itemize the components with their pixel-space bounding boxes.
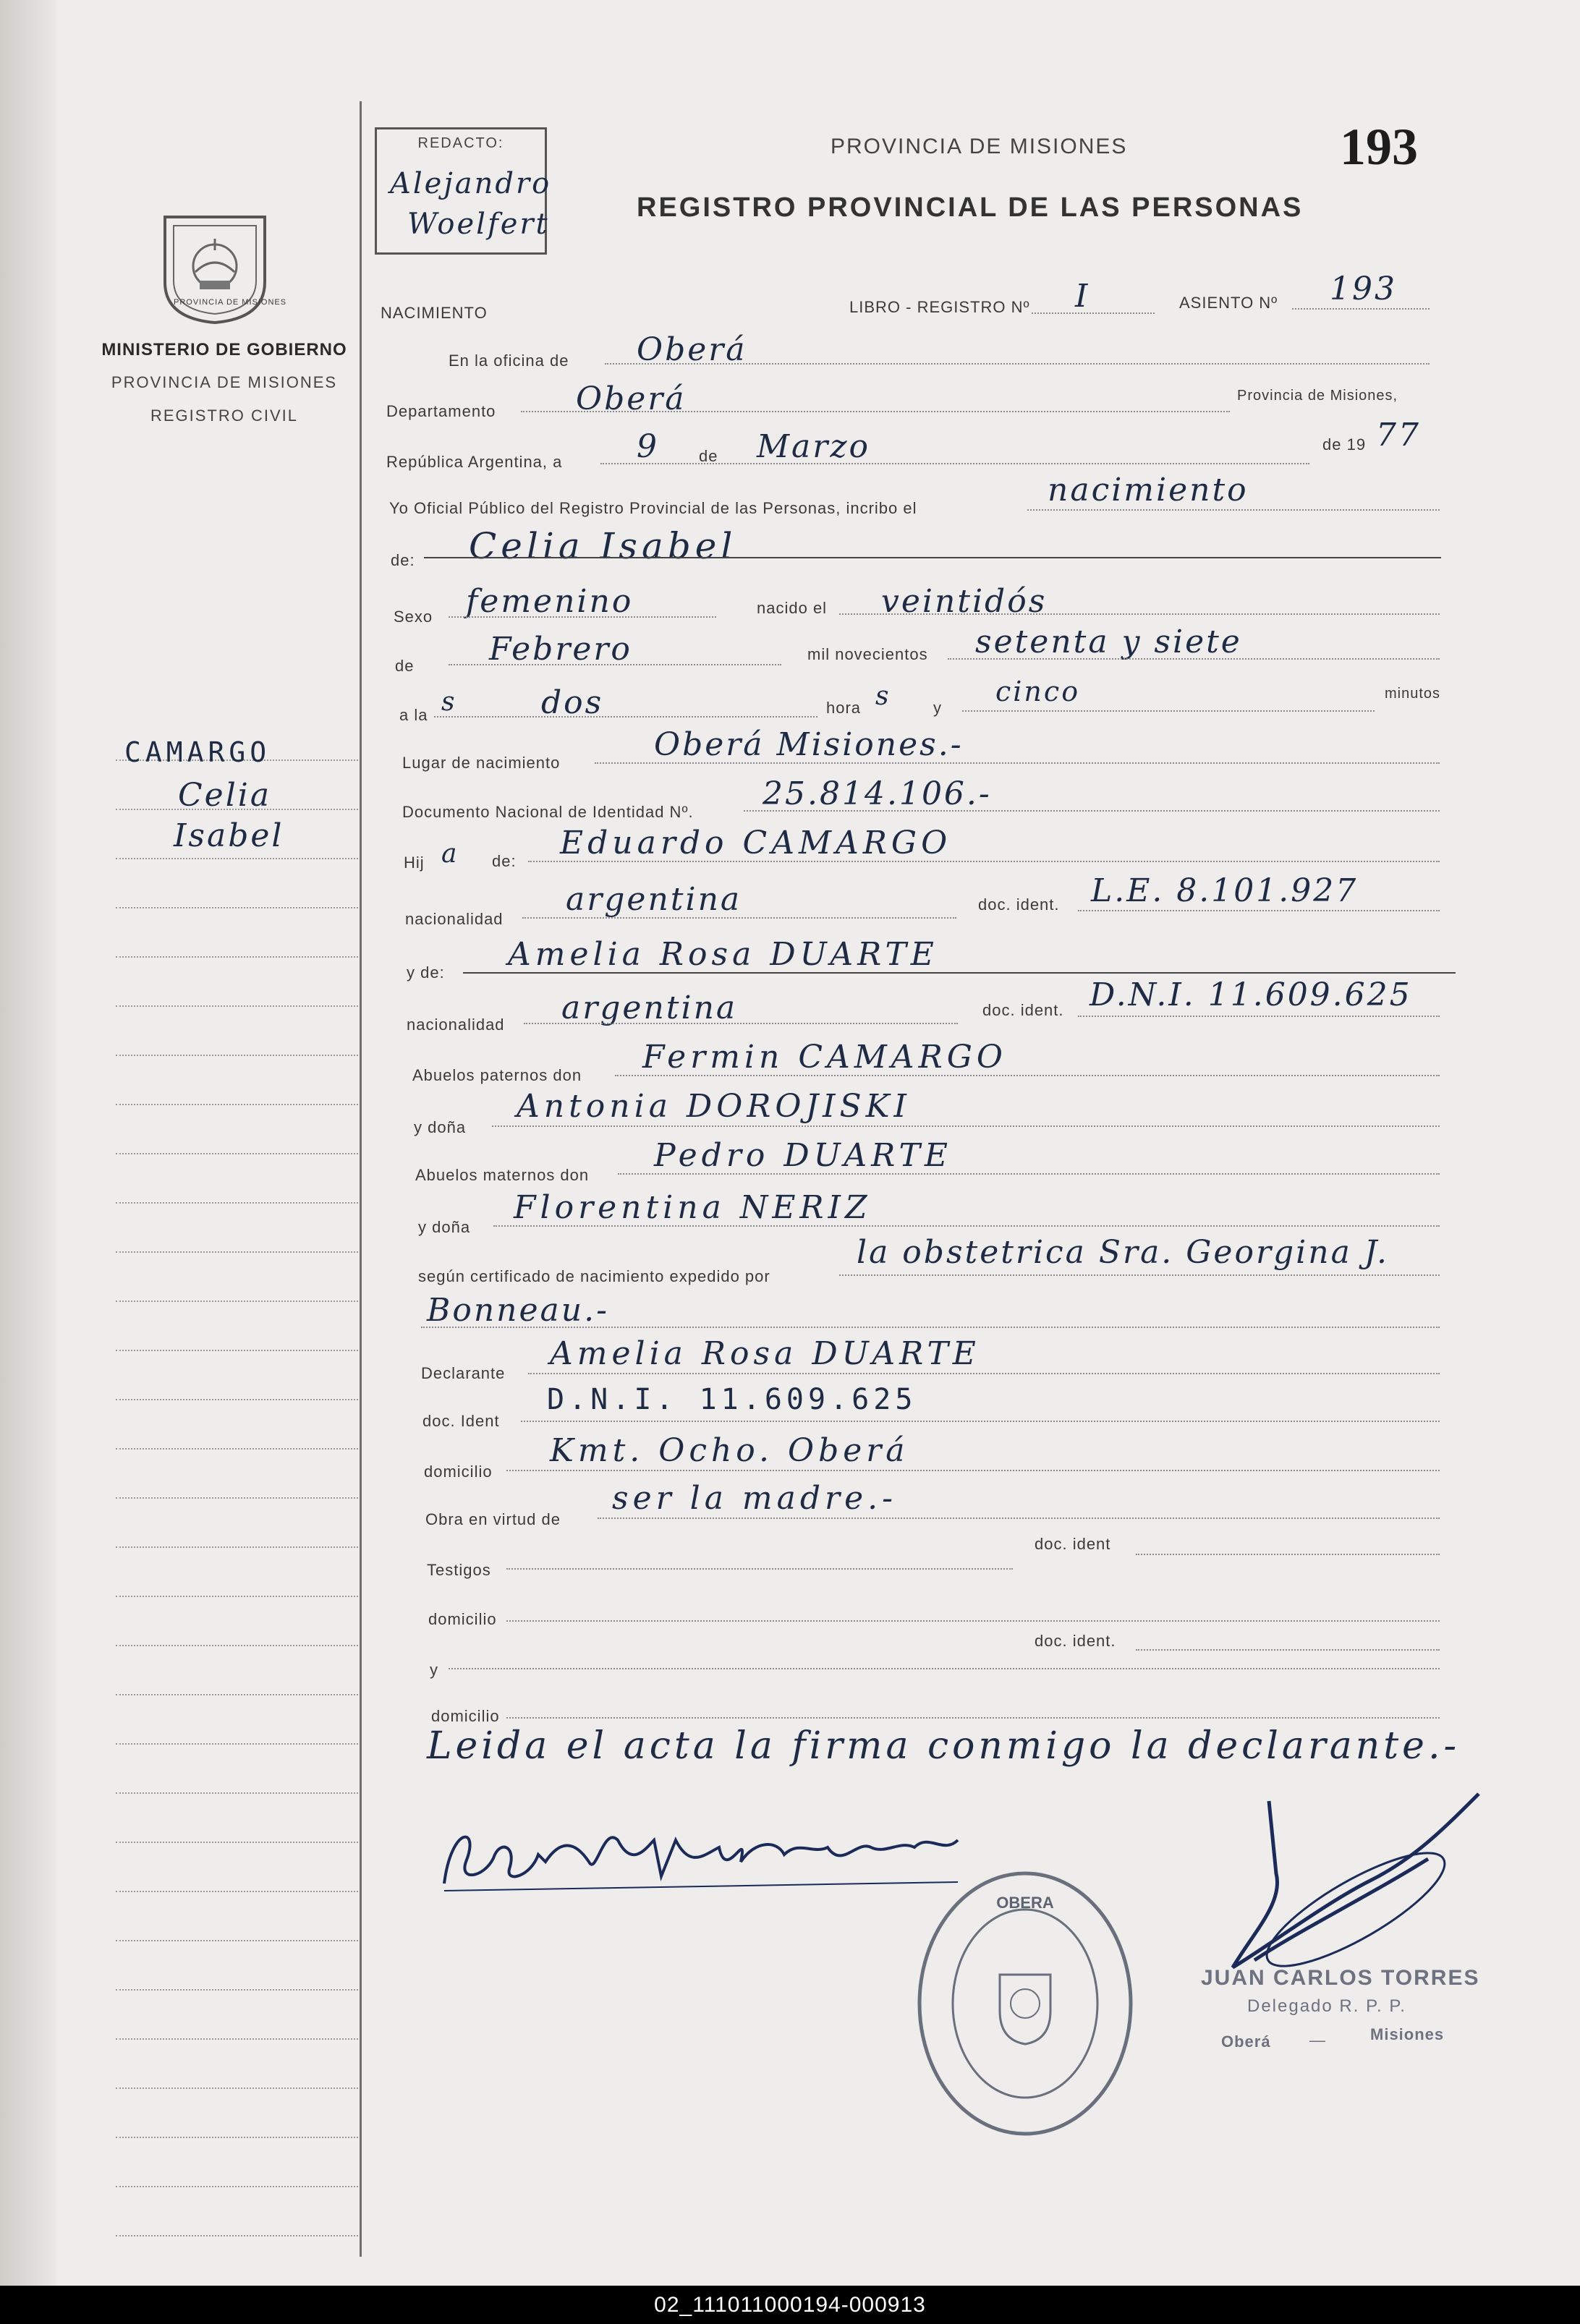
obra-value: ser la madre.-: [612, 1480, 897, 1517]
certificado-rule: [839, 1274, 1440, 1276]
doc-declarante-rule: [521, 1421, 1440, 1422]
nacido-value: veintidós: [881, 583, 1048, 620]
doc-ident-madre-label: doc. ident.: [982, 1001, 1064, 1019]
mes-value: Febrero: [489, 631, 632, 668]
nacionalidad-madre: argentina: [561, 989, 738, 1026]
oficina-rule: [605, 363, 1430, 365]
doc-ident3-rule: [1136, 1554, 1440, 1555]
doc-ident4-label: doc. ident.: [1035, 1632, 1116, 1650]
margin-rule-line: [116, 2087, 358, 2089]
hora-label: hora: [826, 699, 862, 717]
oficina-label: En la oficina de: [449, 352, 569, 370]
obra-label: Obra en virtud de: [425, 1510, 561, 1528]
margin-rule-line: [116, 1891, 358, 1892]
doc-madre-rule: [1078, 1016, 1440, 1017]
margin-rule-line: [116, 1792, 358, 1794]
y-label: y: [933, 699, 942, 717]
mil-rule: [948, 658, 1440, 660]
footer-bar: [0, 2286, 1580, 2324]
margin-rule-line: [116, 858, 358, 859]
hora-suffix: s: [875, 681, 891, 711]
domicilio3-rule: [506, 1717, 1440, 1719]
margin-rule-line: [116, 1153, 358, 1154]
abuela-materna: Florentina NERIZ: [514, 1189, 872, 1226]
margin-rule-line: [116, 2038, 358, 2040]
margin-rule-line: [116, 1005, 358, 1007]
domicilio-rule: [506, 1470, 1440, 1471]
sexo-label: Sexo: [394, 608, 433, 626]
doc-ident3-label: doc. ident: [1035, 1535, 1111, 1553]
margin-rule-line: [116, 1596, 358, 1597]
abuelo-materno-rule: [618, 1173, 1440, 1175]
minutos-rule: [962, 710, 1375, 712]
obra-rule: [598, 1518, 1440, 1519]
madre-rule: [463, 972, 1456, 974]
redacto-name-1: Alejandro: [390, 167, 552, 200]
doc-ident4-rule: [1136, 1649, 1440, 1651]
mes-rule: [449, 664, 781, 665]
margin-rule-line: [116, 1399, 358, 1400]
doc-madre: D.N.I. 11.609.625: [1090, 976, 1412, 1013]
margin-rule-line: [116, 1497, 358, 1499]
mes-de-label: de: [395, 657, 415, 675]
dni-rule: [744, 810, 1440, 812]
minutos-value: cinco: [995, 676, 1081, 707]
hijo-label: Hij: [404, 854, 425, 872]
margin-rule-line: [116, 1104, 358, 1105]
hora-value: dos: [541, 684, 604, 721]
month-value: Marzo: [757, 428, 870, 465]
domicilio2-rule: [506, 1620, 1440, 1622]
margin-rule-line: [116, 2186, 358, 2187]
yde-label: y de:: [407, 963, 445, 982]
abuela-materna-rule: [493, 1225, 1440, 1227]
nacimiento-label: NACIMIENTO: [381, 304, 488, 322]
doc-padre: L.E. 8.101.927: [1091, 872, 1359, 909]
provincia-label: Provincia de Misiones,: [1237, 388, 1398, 404]
provincial-seal-icon: [158, 210, 272, 325]
name-rule: [424, 557, 1441, 558]
abuelos-maternos-label: Abuelos maternos don: [415, 1166, 590, 1184]
margin-name-1: Celia: [178, 777, 272, 814]
doc-ident-label: doc. ident.: [978, 895, 1060, 914]
official-role: Delegado R. P. P.: [1247, 1996, 1406, 2016]
margin-rule-line: [116, 1251, 358, 1253]
margin-rule-line: [116, 907, 358, 908]
ministerio-block: [87, 340, 362, 425]
hora-rule: [434, 716, 817, 718]
domicilio-label: domicilio: [424, 1463, 493, 1481]
mil-value: setenta y siete: [975, 623, 1242, 660]
seal-caption: PROVINCIA DE MISIONES: [174, 298, 287, 307]
certificado-value-2: Bonneau.-: [427, 1292, 609, 1329]
minutos-label: minutos: [1385, 686, 1441, 702]
margin-rule-line: [116, 1448, 358, 1450]
official-place: Oberá: [1221, 2033, 1271, 2051]
year-value: 77: [1376, 417, 1421, 454]
testigos-rule: [506, 1568, 1013, 1570]
departamento-rule: [521, 411, 1230, 412]
lugar-label: Lugar de nacimiento: [402, 754, 561, 772]
abuelo-paterno: Fermin CAMARGO: [642, 1039, 1007, 1076]
registry-title: REGISTRO PROVINCIAL DE LAS PERSONAS: [637, 192, 1304, 223]
domicilio-value: Kmt. Ocho. Oberá: [550, 1432, 909, 1469]
margin-rule-line: [116, 1940, 358, 1941]
official-name: JUAN CARLOS TORRES: [1201, 1966, 1480, 1990]
asiento-label: ASIENTO Nº: [1179, 294, 1278, 312]
margin-rule-line: [116, 1989, 358, 1991]
margin-rule-line: [116, 1743, 358, 1745]
doc-ident2-label: doc. Ident: [422, 1412, 500, 1430]
oficial-rule: [1027, 509, 1440, 511]
abuelo-paterno-rule: [615, 1075, 1440, 1076]
ministerio-title: MINISTERIO DE GOBIERNO: [101, 340, 347, 359]
margin-rule-line: [116, 1202, 358, 1204]
nacionalidad-label: nacionalidad: [405, 910, 504, 928]
name-de-label: de:: [391, 551, 415, 569]
margin-rule-line: [116, 2235, 358, 2236]
abuelos-paternos-label: Abuelos paternos don: [412, 1066, 582, 1084]
redacto-label: REDACTO:: [417, 135, 504, 151]
declarante-label: Declarante: [421, 1364, 506, 1382]
y2-label: y: [430, 1661, 438, 1679]
stamp-top-text: OBERA: [996, 1894, 1054, 1912]
margin-surname: CAMARGO: [124, 736, 271, 768]
ministerio-registro: REGISTRO CIVIL: [150, 407, 299, 425]
lugar-rule: [595, 762, 1440, 764]
nacionalidad-madre-rule: [524, 1023, 958, 1024]
departamento-value: Oberá: [576, 380, 687, 417]
nacido-label: nacido el: [757, 599, 828, 617]
leida-value: Leida el acta la firma conmigo la declarante.-: [427, 1724, 1461, 1768]
oficial-value: nacimiento: [1048, 472, 1249, 508]
republica-label: República Argentina, a: [386, 453, 563, 471]
libro-rule: [1032, 312, 1155, 314]
nacionalidad-padre: argentina: [566, 881, 742, 918]
madre-value: Amelia Rosa DUARTE: [508, 936, 938, 973]
declarante-rule: [528, 1373, 1440, 1374]
book-binding: [0, 0, 52, 2286]
oficina-value: Oberá: [637, 331, 747, 368]
day-value: 9: [637, 428, 659, 465]
nacido-rule: [839, 613, 1440, 615]
abuela-paterna-label: y doña: [414, 1118, 467, 1136]
page-number: 193: [1340, 118, 1418, 176]
margin-rule-line: [116, 2137, 358, 2138]
domicilio3-label: domicilio: [431, 1707, 500, 1725]
official-prov: Misiones: [1370, 2025, 1445, 2043]
round-stamp-icon: [913, 1866, 1137, 2141]
domicilio2-label: domicilio: [428, 1610, 497, 1628]
hijo-mark: a: [441, 839, 459, 869]
margin-rule-line: [116, 956, 358, 958]
official-dash: —: [1309, 2031, 1326, 2049]
certificado-label: según certificado de nacimiento expedido por: [418, 1267, 770, 1285]
alas-prefix: s: [441, 687, 457, 717]
nacionalidad-madre-label: nacionalidad: [407, 1016, 505, 1034]
hijo-de-label: de:: [492, 852, 517, 870]
date-rule: [600, 463, 1309, 464]
padre-rule: [528, 861, 1440, 862]
certificado-value: la obstetrica Sra. Georgina J.: [857, 1234, 1389, 1271]
margin-rule-line: [116, 1694, 358, 1695]
margin-rule-line: [116, 1350, 358, 1351]
de-label: de: [699, 447, 718, 465]
libro-value: I: [1075, 278, 1090, 315]
lugar-value: Oberá Misiones.-: [654, 726, 964, 763]
ministerio-province: PROVINCIA DE MISIONES: [111, 373, 338, 391]
declarant-signature: [437, 1797, 987, 1912]
doc-declarante: D.N.I. 11.609.625: [547, 1383, 917, 1416]
margin-rule-line: [116, 1055, 358, 1056]
declarante-value: Amelia Rosa DUARTE: [550, 1335, 980, 1372]
oficial-label: Yo Oficial Público del Registro Provincial de las Personas, incribo el: [389, 499, 917, 517]
margin-rule-line: [116, 1301, 358, 1302]
margin-rule-line: [116, 1842, 358, 1843]
margin-rule-line: [116, 1546, 358, 1548]
doc-padre-rule: [1078, 910, 1440, 911]
margin-name-2: Isabel: [174, 817, 284, 854]
year-label: de 19: [1322, 435, 1367, 454]
libro-label: LIBRO - REGISTRO Nº: [849, 298, 1030, 316]
padre-value: Eduardo CAMARGO: [560, 825, 952, 861]
dni-label: Documento Nacional de Identidad Nº.: [402, 803, 694, 821]
asiento-value: 193: [1330, 271, 1397, 307]
margin-rule-line: [116, 1645, 358, 1646]
alas-label: a la: [399, 706, 428, 724]
nacionalidad-rule: [522, 917, 956, 919]
sexo-value: femenino: [466, 583, 634, 620]
province-title: PROVINCIA DE MISIONES: [831, 135, 1128, 158]
redacto-box: [375, 127, 552, 255]
abuelo-materno: Pedro DUARTE: [654, 1137, 952, 1174]
asiento-rule: [1292, 308, 1430, 310]
mil-label: mil novecientos: [807, 645, 928, 663]
sexo-rule: [449, 616, 716, 618]
name-value: Celia Isabel: [469, 525, 737, 567]
y2-rule: [449, 1668, 1440, 1669]
abuela-materna-label: y doña: [418, 1218, 471, 1236]
footer-filename: 02_111011000194-000913: [654, 2293, 926, 2317]
testigos-label: Testigos: [427, 1561, 491, 1579]
dni-value: 25.814.106.-: [763, 775, 992, 812]
redacto-name-2: Woelfert: [407, 208, 550, 241]
certificado-rule-2: [421, 1327, 1440, 1328]
departamento-label: Departamento: [386, 402, 496, 420]
abuela-paterna: Antonia DOROJISKI: [517, 1088, 911, 1125]
abuela-paterna-rule: [492, 1125, 1440, 1127]
